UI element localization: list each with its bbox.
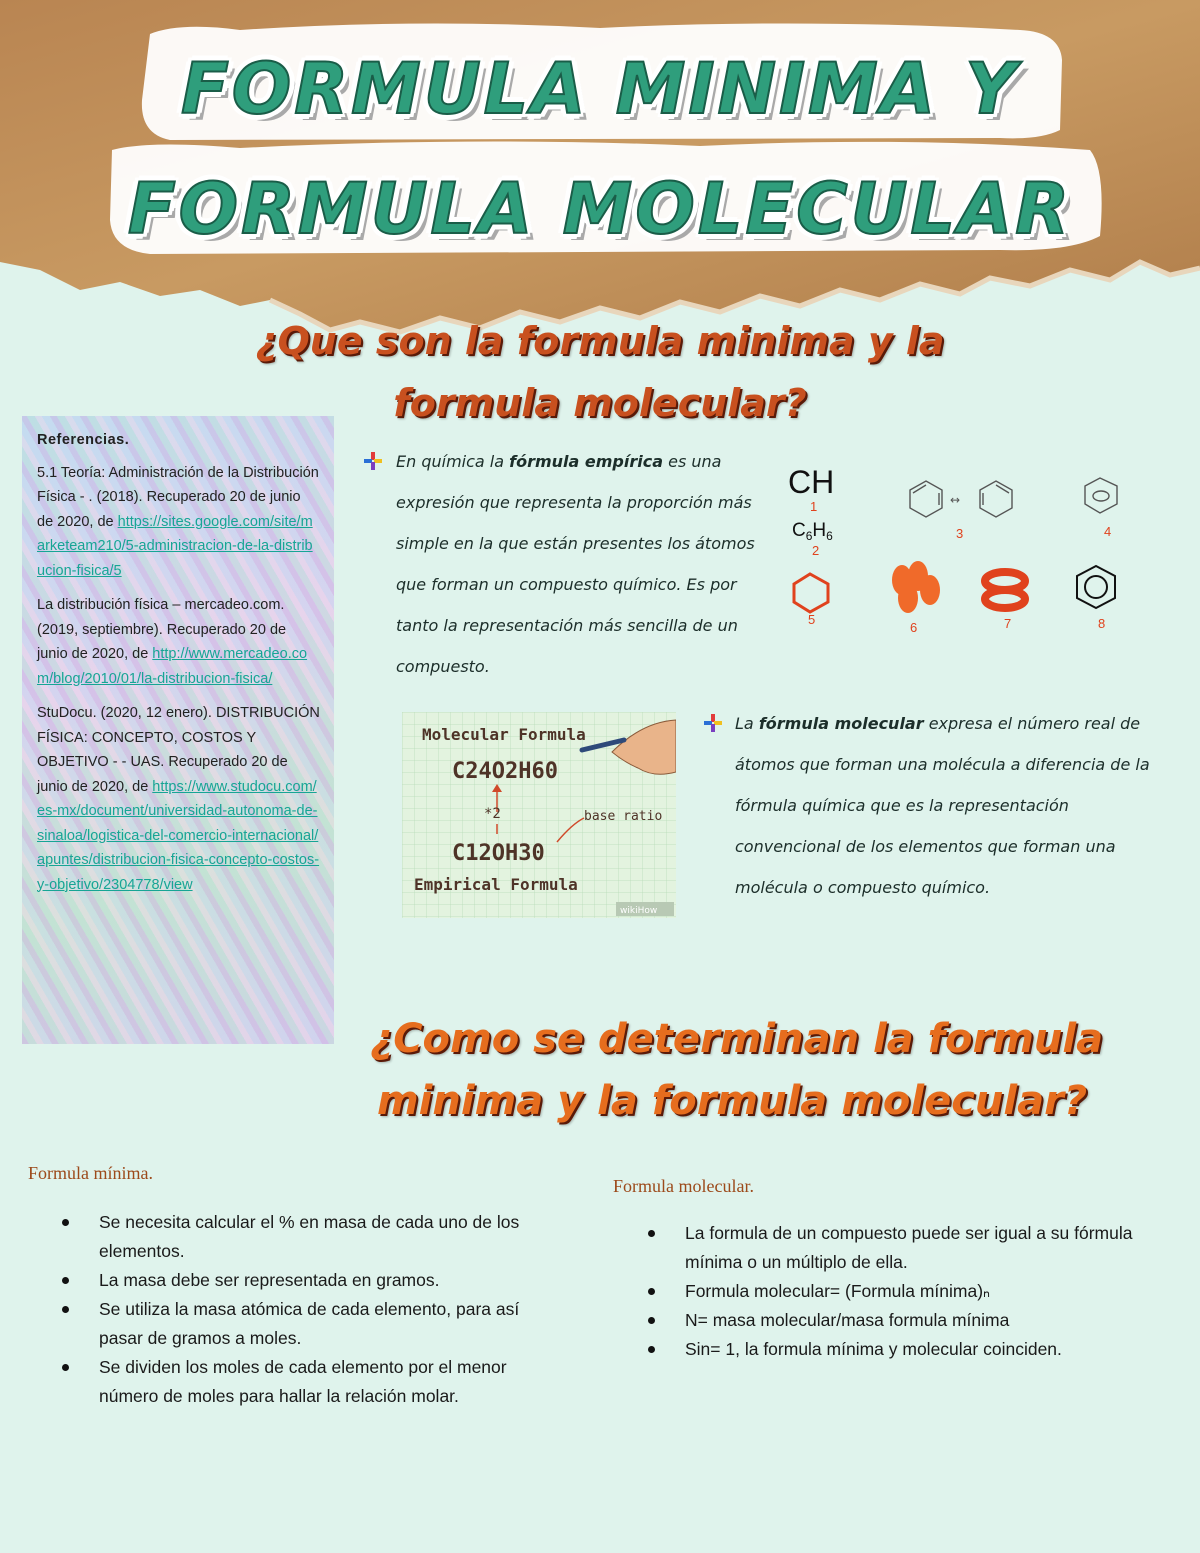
svg-text:5: 5 <box>808 612 816 627</box>
reference-text: La distribución física – mercadeo.com. (2019, septiembre). Recuperado 20 de junio de 2020, de <box>37 597 287 662</box>
list-item: N= masa molecular/masa formula mínima <box>613 1306 1153 1335</box>
minima-column-heading: Formula mínima. <box>28 1163 153 1183</box>
section-heading-determination <box>205 1008 1200 1132</box>
reference-item <box>37 461 320 584</box>
svg-text:8: 8 <box>1098 616 1106 631</box>
svg-text:2: 2 <box>812 543 820 558</box>
pi-cloud-model <box>985 572 1025 608</box>
paragraph-prefix: La <box>735 714 759 733</box>
svg-text:4: 4 <box>1104 524 1112 539</box>
resonance-arrow-icon: ↔ <box>950 493 961 507</box>
title-banner <box>0 0 1200 340</box>
minima-steps-list <box>27 1208 547 1411</box>
molecular-column-heading: Formula molecular. <box>613 1176 754 1196</box>
skeletal-structure <box>1085 478 1117 513</box>
svg-text:6: 6 <box>910 620 918 635</box>
molecular-formula-example: C24O2H60 <box>452 759 558 784</box>
base-ratio-label: base ratio <box>584 809 663 824</box>
list-item: Sin= 1, la formula mínima y molecular coinciden. <box>613 1335 1153 1364</box>
watermark: wikiHow <box>620 906 658 916</box>
term-molecular: fórmula molecular <box>758 714 924 733</box>
molecular-vs-empirical-illustration <box>402 712 676 918</box>
formula-ch: CH <box>788 464 835 500</box>
reference-item <box>37 593 320 691</box>
reference-link[interactable]: https://sites.google.com/site/marketeam210/5-administracion-de-la-distribucion-fisica/5 <box>37 513 313 579</box>
reference-link[interactable]: http://www.mercadeo.com/blog/2010/01/la-distribucion-fisica/ <box>37 646 308 687</box>
heading-line: minima y la formula molecular? <box>377 1078 1088 1124</box>
heading-line: ¿Como se determinan la formula <box>370 1016 1104 1062</box>
p-orbital-model <box>892 561 940 613</box>
list-item: La formula de un compuesto puede ser igual a su fórmula mínima o un múltiplo de ella. <box>613 1219 1153 1277</box>
reference-text: StuDocu. (2020, 12 enero). DISTRIBUCIÓN FÍSICA: CONCEPTO, COSTOS Y OBJETIVO - - UAS. Recuperado 20 de junio de 2020, de <box>37 705 320 795</box>
heading-line: formula molecular? <box>393 381 807 425</box>
reference-text: 5.1 Teoría: Administración de la Distribución Física - . (2018). Recuperado 20 de junio de 2020, de <box>37 464 319 530</box>
list-item: Se utiliza la masa atómica de cada elemento, para así pasar de gramos a moles. <box>27 1295 547 1353</box>
illustration-title: Molecular Formula <box>422 725 586 744</box>
list-item: Formula molecular= (Formula mínima)ₙ <box>613 1277 1153 1306</box>
term-empirical: fórmula empírica <box>509 452 664 471</box>
illustration-caption: Empirical Formula <box>414 875 578 894</box>
list-item: Se necesita calcular el % en masa de cada uno de los elementos. <box>27 1208 547 1266</box>
paragraph-body: es una expresión que representa la proporción más simple en la que están presentes los átomos que forman un compuesto químico. Es por tanto la representación más sencilla de un compuesto. <box>396 452 755 676</box>
formula-c6h6: $C_6H_6$ <box>792 520 833 543</box>
svg-text:1: 1 <box>810 499 818 514</box>
svg-text:7: 7 <box>1004 616 1012 631</box>
references-heading: Referencias. <box>37 432 130 448</box>
multiplier: *2 <box>484 806 501 822</box>
title-line-2: FORMULA MOLECULAR <box>127 168 1073 250</box>
list-item: La masa debe ser representada en gramos. <box>27 1266 547 1295</box>
colorful-plus-bullet-icon <box>704 714 722 732</box>
empirical-formula-example: C12OH30 <box>452 841 545 866</box>
paragraph-body: expresa el número real de átomos que forman una molécula a diferencia de la fórmula química que es la representación convencional de los elementos que forman una molécula o compuesto químico. <box>735 714 1150 897</box>
molecular-formula-paragraph <box>735 703 1175 908</box>
title-line-1: FORMULA MINIMA Y <box>180 48 1020 130</box>
benzene-circle-structure <box>1077 566 1115 608</box>
reference-link[interactable]: https://www.studocu.com/es-mx/document/universidad-autonoma-de-sinaloa/logistica-del-comercio-internacional/apuntes/distribucion-fisica-concepto-costos-y-objetivo/2304778/view <box>37 778 320 893</box>
benzene-representations-figure <box>780 456 1160 646</box>
svg-text:3: 3 <box>956 526 964 541</box>
list-item: Se dividen los moles de cada elemento por el menor número de moles para hallar la relación molar. <box>27 1353 547 1411</box>
paragraph-prefix: En química la <box>396 452 510 471</box>
figure-numbers <box>808 499 1111 635</box>
kekule-structure-b <box>980 481 1012 517</box>
reference-item <box>37 701 320 897</box>
kekule-structure-a <box>910 481 942 517</box>
references-box <box>22 416 334 1044</box>
empirical-formula-paragraph <box>396 441 776 687</box>
orbital-ring-structure <box>794 574 828 612</box>
molecular-steps-list <box>613 1219 1153 1364</box>
heading-line: ¿Que son la formula minima y la <box>255 319 945 363</box>
colorful-plus-bullet-icon <box>364 452 382 470</box>
